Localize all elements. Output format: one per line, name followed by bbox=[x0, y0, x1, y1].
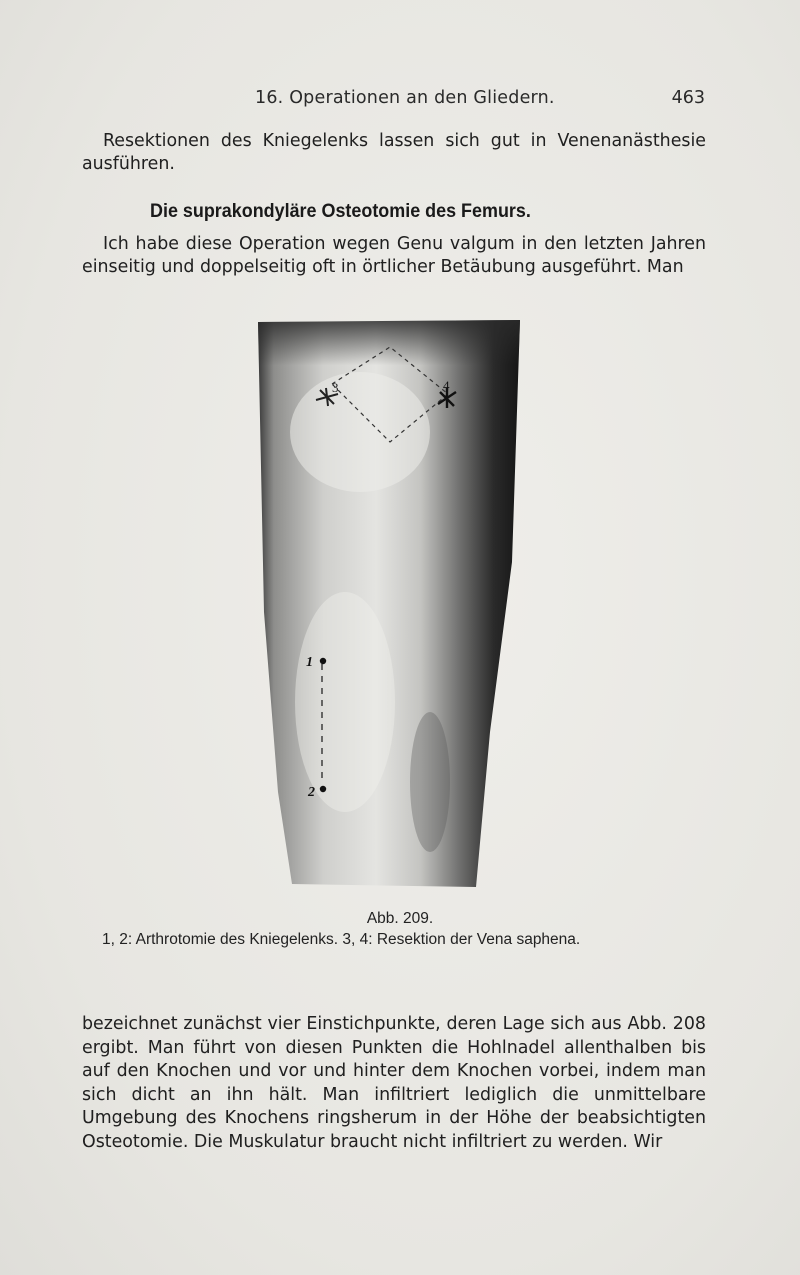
figure-caption: 1, 2: Arthrotomie des Kniegelenks. 3, 4: Resektion der Vena saphena. bbox=[102, 931, 581, 948]
point-2-marker bbox=[320, 786, 326, 792]
figure-number: Abb. 209. bbox=[366, 910, 434, 927]
point-label-2: 2 bbox=[308, 785, 315, 800]
figure-knee-photo bbox=[250, 312, 520, 887]
section-heading: Die suprakondyläre Osteotomie des Femurs. bbox=[150, 200, 531, 222]
paragraph-3: bezeichnet zunächst vier Einstichpunkte, deren Lage sich aus Abb. 208 ergibt. Man führt von diesen Punkten die Hohlnadel allenthalben bis auf den Knochen und vor und hinter dem Knochen vorbei, indem man sich dicht an ihn hält. Man infiltriert lediglich die unmittelbare Umgebung des Knochens ringsherum in der Höhe der beabsichtigten Osteotomie. Die Muskulatur braucht nicht infiltriert zu werden. Wir bbox=[82, 1014, 706, 1152]
point-label-3: 3 bbox=[332, 380, 339, 395]
running-head bbox=[255, 88, 705, 112]
point-label-4: 4 bbox=[443, 378, 450, 393]
paragraph-2: Ich habe diese Operation wegen Genu valgum in den letzten Jahren einseitig und doppelseitig oft in örtlicher Betäubung ausgeführt. Man bbox=[82, 234, 706, 277]
running-head-title: 16. Operationen an den Gliedern. bbox=[255, 88, 555, 108]
point-1-marker bbox=[320, 658, 326, 664]
page-number: 463 bbox=[671, 88, 705, 108]
paragraph-1: Resektionen des Kniegelenks lassen sich gut in Venenanästhesie ausführen. bbox=[82, 131, 706, 174]
knee-photo bbox=[250, 312, 520, 887]
point-label-1: 1 bbox=[306, 655, 313, 670]
